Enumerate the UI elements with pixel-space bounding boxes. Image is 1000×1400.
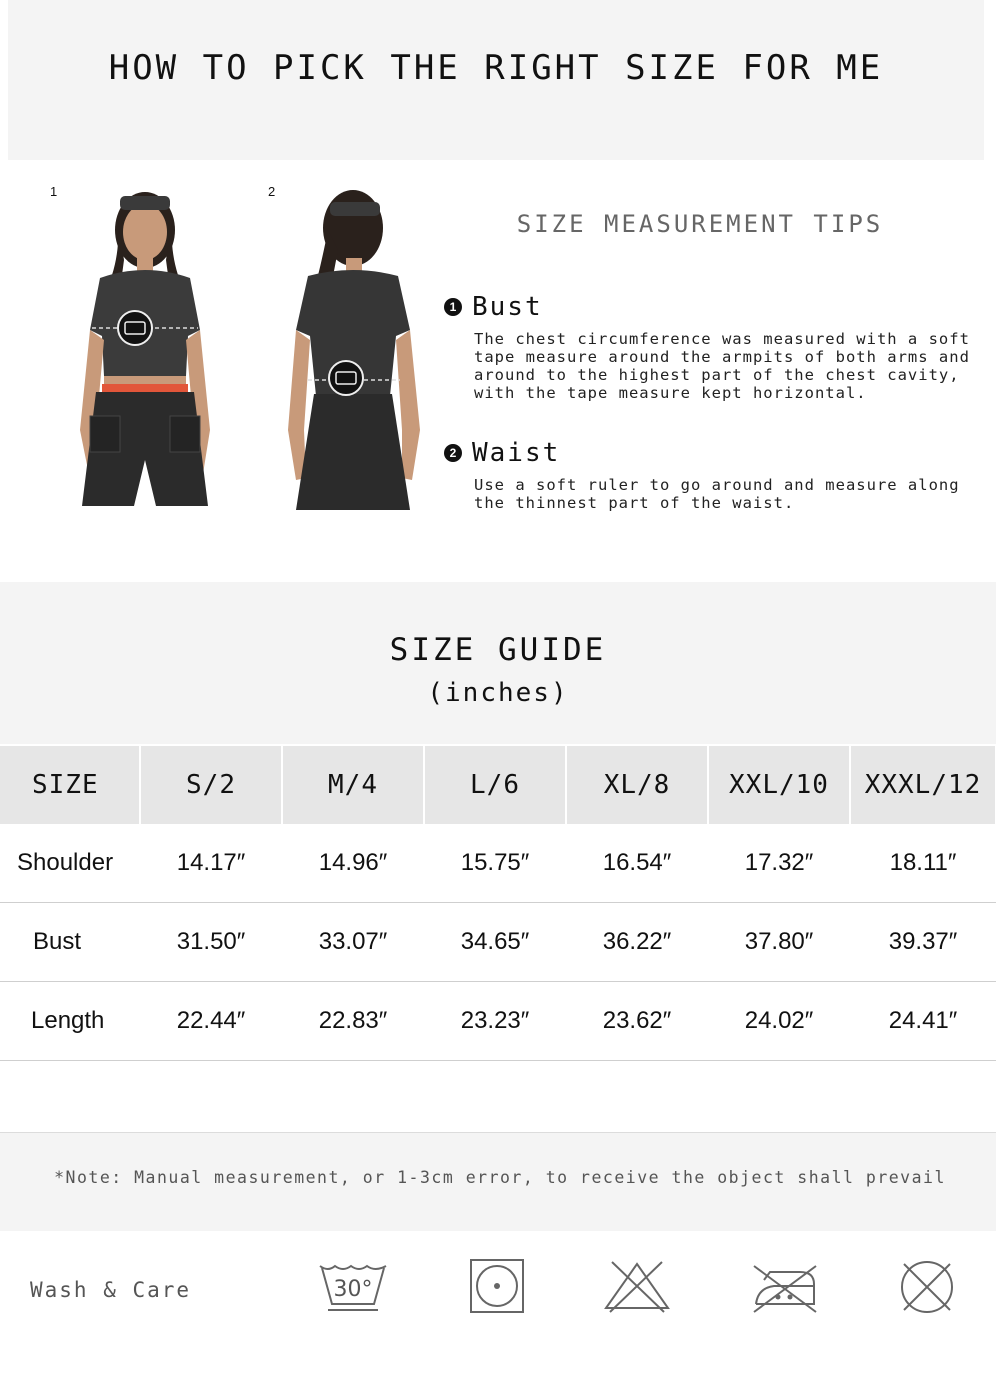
figure-number-2: 2 bbox=[268, 184, 276, 199]
tip-waist bbox=[444, 438, 974, 512]
row-label-shoulder: Shoulder bbox=[0, 824, 140, 903]
table-header-row bbox=[0, 746, 996, 824]
wash-care-label: Wash & Care bbox=[30, 1278, 192, 1302]
tip-number-1-icon: 1 bbox=[444, 298, 462, 316]
table-cell: 15.75″ bbox=[424, 824, 566, 903]
tumble-dry-icon bbox=[462, 1258, 532, 1316]
table-cell: 39.37″ bbox=[850, 903, 996, 982]
table-cell: 16.54″ bbox=[566, 824, 708, 903]
table-cell: 36.22″ bbox=[566, 903, 708, 982]
row-label-length: Length bbox=[0, 982, 140, 1061]
size-guide-unit: (inches) bbox=[427, 678, 569, 708]
table-row bbox=[0, 903, 996, 982]
table-cell: 24.02″ bbox=[708, 982, 850, 1061]
header-m: M/4 bbox=[282, 746, 424, 824]
table-row bbox=[0, 824, 996, 903]
tip-waist-text: Use a soft ruler to go around and measure along the thinnest part of the waist. bbox=[474, 476, 960, 512]
figure-number-1: 1 bbox=[50, 184, 58, 199]
page-title: HOW TO PICK THE RIGHT SIZE FOR ME bbox=[108, 48, 884, 88]
tip-waist-title: Waist bbox=[472, 438, 561, 468]
do-not-iron-icon bbox=[750, 1258, 820, 1316]
table-cell: 22.83″ bbox=[282, 982, 424, 1061]
table-cell: 18.11″ bbox=[850, 824, 996, 903]
table-row bbox=[0, 982, 996, 1061]
table-cell: 14.17″ bbox=[140, 824, 282, 903]
table-cell: 34.65″ bbox=[424, 903, 566, 982]
table-cell: 24.41″ bbox=[850, 982, 996, 1061]
tip-number-2-icon: 2 bbox=[444, 444, 462, 462]
table-cell: 14.96″ bbox=[282, 824, 424, 903]
tip-bust bbox=[444, 292, 974, 402]
do-not-bleach-icon bbox=[602, 1258, 672, 1316]
header-size: SIZE bbox=[0, 746, 140, 824]
table-cell: 23.62″ bbox=[566, 982, 708, 1061]
header-l: L/6 bbox=[424, 746, 566, 824]
row-label-bust: Bust bbox=[0, 903, 140, 982]
wash-temp-label: 30° bbox=[333, 1277, 373, 1302]
wash-30-icon bbox=[318, 1258, 388, 1316]
do-not-dry-clean-icon bbox=[892, 1258, 962, 1316]
table-cell: 33.07″ bbox=[282, 903, 424, 982]
model-back-image bbox=[268, 180, 438, 520]
model-front-image bbox=[60, 180, 230, 520]
table-cell: 31.50″ bbox=[140, 903, 282, 982]
table-cell: 23.23″ bbox=[424, 982, 566, 1061]
tip-bust-title: Bust bbox=[472, 292, 543, 322]
header-s: S/2 bbox=[140, 746, 282, 824]
tip-bust-text: The chest circumference was measured with a soft tape measure around the armpits of both arms and around to the highest part of the chest cavity, with the tape measure kept horizontal. bbox=[474, 330, 970, 402]
table-cell: 37.80″ bbox=[708, 903, 850, 982]
header-xxl: XXL/10 bbox=[708, 746, 850, 824]
size-table bbox=[0, 746, 997, 1061]
tip-waist-heading bbox=[444, 438, 974, 468]
table-cell: 22.44″ bbox=[140, 982, 282, 1061]
header-xxxl: XXXL/12 bbox=[850, 746, 996, 824]
header-xl: XL/8 bbox=[566, 746, 708, 824]
tips-title: SIZE MEASUREMENT TIPS bbox=[516, 210, 884, 238]
size-guide-title: SIZE GUIDE bbox=[389, 632, 607, 668]
measurement-note: *Note: Manual measurement, or 1-3cm error, to receive the object shall prevail bbox=[54, 1168, 946, 1187]
tip-bust-heading bbox=[444, 292, 974, 322]
table-cell: 17.32″ bbox=[708, 824, 850, 903]
